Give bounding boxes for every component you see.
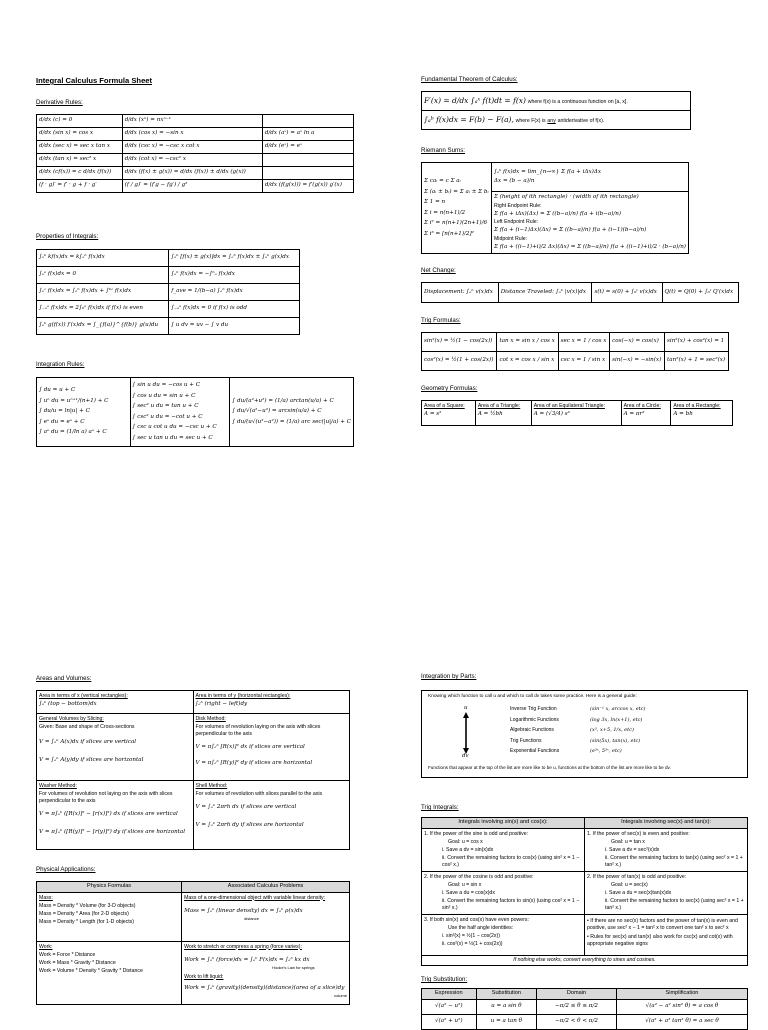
derivative-cell [37,180,123,193]
derivative-formula: d/dx (xⁿ) = nxⁿ⁻¹ [124,117,171,124]
integration-heading: Integration Rules: [36,361,85,368]
work-line: Work = Force * Distance [39,951,96,958]
integration-formula: ∫ csc u cot u du = −csc u + C [132,424,217,431]
slicing-cell: General Volumes by Slicing: Given: Base and shape of Cross-sections V = ∫ₐᵇ A(x)dx if slices are vertical V = ∫ₐᵇ A(y)dy if slices are horizontal [37,714,194,781]
derivative-cell [262,115,353,128]
integration-formula: ∫ du/u = ln|u| + C [39,408,90,415]
area-x-cell: Area in terms of x (vertical rectangles): ∫ₐᵇ (top − bottom)dx [37,691,194,714]
trig-integral-step: i. Save a du = cos(x)dx [442,889,495,896]
net-change-cell [592,283,662,303]
properties-row [37,250,300,267]
sec-tan-notes-cell [585,914,748,955]
geometry-formula: A = s² [424,411,442,418]
trig-sub-col-head: Domain [537,989,617,1000]
properties-cell [37,301,169,318]
mass-line: Mass = Density * Length (for 1-D objects) [39,918,134,925]
integration-col-basic [37,378,131,447]
geometry-cell [621,401,671,426]
derivative-cell [122,141,262,154]
riemann-rule: Σ i = n(n+1)/2 [424,209,466,216]
derivative-formula: d/dx (cos x) = −sin x [124,130,184,137]
properties-formula: ∫ₐᵇ [f(x) ± g(x)]dx = ∫ₐᵇ f(x)dx ± ∫ₐᵇ g(x)dx [171,254,289,261]
trig-row [422,333,729,352]
integration-formula: ∫ du/√(a²−u²) = arcsin(u/a) + C [232,408,322,415]
sec-tan-head: Integrals involving sec(x) and tan(x): [585,818,748,829]
properties-row [37,267,300,284]
ftc-table [421,91,691,130]
properties-formula: ∫ₐᵇ f(x)dx = −∫ᵇₐ f(x)dx [171,271,235,278]
trig-cell [665,352,729,371]
ibp-examples: (sin(5x), tan(x), etc) [590,737,641,744]
trig-integral-step: Goal: u = sec(x) [611,881,648,888]
derivative-table [36,114,354,193]
disk-cell: Disk Method: For volumes of revolution laying on the axis with slices perpendicular to the axis V = π∫ₐᵇ [R(x)]² dx if slices are vertical V = π∫ₐᵇ [R(y)]² dy if slices are horizontal [193,714,350,781]
trig-formula: cot x = cos x / sin x [499,357,555,364]
trig-integral-step: i. Save a dv = sec²(x)dx [605,846,660,853]
trig-sub-value: √(a² + a² tan² θ) = a sec θ [645,1018,719,1025]
geometry-formula: A = πr² [623,411,645,418]
net-change-cell [422,283,499,303]
geometry-cell [671,401,733,426]
derivative-cell [262,128,353,141]
trig-cell [665,333,729,352]
trig-cell [610,333,665,352]
integration-formula: ∫ du = u + C [39,387,76,394]
trig-sub-cell [476,1014,537,1029]
derivative-formula: d/dx (c) = 0 [39,117,73,124]
geometry-formula: A = bh [673,411,693,418]
derivative-row [37,167,354,180]
integration-formula: ∫ sin u du = −cos u + C [132,382,201,388]
ibp-intro: Knowing which function to call u and which to call dv takes some practice. Here is a general guide: [428,694,637,699]
derivative-formula: d/dx (sin x) = cos x [39,130,94,137]
ibp-row [510,736,645,747]
trig-sub-cell [422,999,477,1014]
ftc-eq1-note: where f(x) is a continuous function on [a, x]. [527,98,628,105]
riemann-rule: Σ i² = n(n+1)(2n+1)/6 [424,220,488,227]
properties-cell [37,284,169,301]
trig-sub-cell [537,999,617,1014]
derivative-formula: d/dx (f(x) ± g(x)) = d/dx (f(x)) ± d/dx (g(x)) [124,169,246,176]
net-change-cell [498,283,592,303]
mass-line: Mass = Density * Volume (for 3-D objects) [39,902,136,909]
ibp-row [510,746,645,757]
derivative-formula: d/dx (sec x) = sec x tan x [39,143,110,150]
ibp-footer: Functions that appear at the top of the list are more like to be u, functions at the bottom of the list are more like to be dv. [428,765,671,770]
derivative-cell [262,154,353,167]
area-y-cell: Area in terms of y (horizontal rectangles): ∫ₐᵇ (right − left)dy [193,691,350,714]
derivative-formula: d/dx (eˣ) = eˣ [264,143,302,150]
derivative-cell [122,180,262,193]
geometry-cell [475,401,531,426]
net-change-table [421,282,739,303]
ibp-examples: (log 3x, ln(x+1), etc) [590,716,643,723]
derivative-cell [262,141,353,154]
properties-cell [169,267,300,284]
properties-formula: ∫ₐᵇ g(f(x)) f′(x)dx = ∫_{f(a)}^{f(b)} g(u)du [39,322,159,329]
trig-formula: cos(−x) = cos(x) [612,338,659,345]
derivative-cell [37,154,123,167]
ibp-row [510,725,645,736]
properties-formula: ∫ₐᵇ kf(x)dx = k∫ₐᵇ f(x)dx [39,254,105,261]
integration-formula: ∫ aᵘ du = (1/ln a) aᵘ + C [39,429,107,436]
riemann-definition: ∫ₐᵇ f(x)dx = lim_{n→∞} Σ f(a + iΔx)Δx Δx = (b − a)/n [491,163,688,192]
ibp-examples: (x³, x+5, 1/x, etc) [590,727,634,734]
ftc-heading: Fundamental Theorem of Calculus: [421,76,518,83]
geometry-label: Area of a Square: [424,403,465,410]
cos-odd-cell: 2. If the power of the cosine is odd and positive: Goal: u = sin x i. Save a du = cos(x)dx ii. Convert the remaining factors to sin(x) (using cos² x = 1 − sin² x.) [422,871,585,914]
derivative-cell [37,115,123,128]
derivative-heading: Derivative Rules: [36,99,83,106]
shell-cell: Shell Method: For volumes of revolution with slices parallel to the axis V = ∫ₐᵇ 2πrh dx if slices are vertical V = ∫ₐᵇ 2πrh dy if slices are horizontal [193,781,350,850]
ibp-u-label: u [464,705,468,711]
sec-tan-note: • Rules for sec(x) and tan(x) also work for csc(x) and cot(x) with appropriate negative signs [587,933,733,947]
trig-sub-value: √(a² − u²) [434,1003,463,1010]
trig-sub-col-head: Simplification [616,989,747,1000]
geometry-cell [422,401,476,426]
trig-integral-step: i. Save a du = sec(x)tan(x)dx [605,889,672,896]
ibp-row [510,715,645,726]
ibp-function-type: Algebraic Functions [510,727,554,734]
derivative-cell [37,141,123,154]
derivative-cell [122,167,262,180]
derivative-cell [122,154,262,167]
net-change-cell [662,283,738,303]
properties-cell [169,301,300,318]
riemann-rule: Σ caᵢ = c Σ aᵢ [424,177,461,184]
geometry-cell [531,401,621,426]
riemann-rule: Σ (aᵢ ± bᵢ) = Σ aᵢ ± Σ bᵢ [424,188,489,195]
trig-sub-col-head: Expression [422,989,477,1000]
ftc-eq1: F′(x) = d/dx ∫ₐˣ f(t)dt = f(x) [424,95,526,105]
properties-formula: ∫ₐᶜ f(x)dx = ∫ₐᵇ f(x)dx + ∫ᵇᶜ f(x)dx [39,288,132,295]
derivative-formula: d/dx (aˣ) = aˣ ln a [264,130,315,137]
trig-sub-col-head: Substitution [476,989,537,1000]
areas-table [36,690,350,850]
derivative-row [37,141,354,154]
derivative-cell [262,167,353,180]
trig-integral-step: i. sin²(x) = ½(1 − cos(2x)) [442,932,500,939]
work-problem-cell: Work to stretch or compress a spring (force varies): Work = ∫ₐᵇ (force)dx = ∫ₐᵇ F(x)dx = ∫ₐᵇ kx dx Hooke's Law for springs Work to lift liquid: Work = ∫ₐᵇ (gravity)(density)(distance)(area of a slice)dy volume [182,941,350,1004]
net-change-formula: s(t) = s(0) + ∫₀ᵗ v(x)dx [594,288,657,295]
ibp-examples: (e³ˣ, 5³ˣ, etc) [590,748,622,755]
left-bottom-column [36,675,350,1005]
trig-row [422,352,729,371]
trig-sub-value: √(a² − a² sin² θ) = a cos θ [645,1003,719,1010]
integration-formula: ∫ csc² u du = −cot u + C [132,413,203,420]
trig-integral-step: Use the half angle identities: [448,924,514,931]
integration-col-inverse [230,378,354,447]
derivative-formula: d/dx (tan x) = sec² x [39,156,97,163]
trig-cell [422,352,497,371]
right-bottom-column [421,673,748,1030]
riemann-rule: Σ 1 = n [424,199,446,206]
integration-formula: ∫ du/(u√(u²−a²)) = (1/a) arc sec(|u|/a) + C [232,418,351,425]
calculus-col-head: Associated Calculus Problems [182,882,350,893]
trig-sub-value: u = a tan θ [490,1018,522,1025]
properties-heading: Properties of Integrals: [36,233,99,240]
trig-sub-value: −π/2 ≤ θ ≤ π/2 [555,1003,598,1010]
trig-cell [610,352,665,371]
geometry-formula: A = (√3/4) s² [533,411,570,418]
riemann-table [421,162,689,254]
work-line: Work = Mass * Gravity * Distance [39,959,116,966]
trig-formula: tan²(x) + 1 = sec²(x) [667,357,726,364]
properties-table [36,249,300,335]
derivative-formula: (f / g)′ = (f′g − fg′) / g² [124,182,188,189]
trig-integral-step: ii. Convert the remaining factors to cos(x) (using sin² x = 1 − cos² x.) [442,854,580,868]
geometry-heading: Geometry Formulas: [421,385,478,393]
net-change-formula: Displacement: ∫ₐᵇ v(x)dx [424,288,493,295]
trig-formulas-table [421,332,729,371]
derivative-formula: (f · g)′ = f′ · g + f · g′ [39,182,97,189]
geometry-label: Area of an Equilateral Triangle: [533,403,605,410]
washer-cell: Washer Method: For volumes of revolution not laying on the axis with slices perpendicular to the axis V = π∫ₐᵇ ([R(x)]² − [r(x)]²) dx if slices are vertical V = π∫ₐᵇ ([R(y)]² − [r(y)]²) dy if slices are horizontal [37,781,194,850]
properties-row [37,301,300,318]
integration-formula: ∫ eᵘ du = eᵘ + C [39,418,85,425]
ftc-eq2: ∫ₐᵇ f(x)dx = F(b) − F(a), [424,114,514,124]
derivative-cell [122,115,262,128]
derivative-formula: d/dx (csc x) = −csc x cot x [124,143,200,150]
sheet-title: Integral Calculus Formula Sheet [36,76,153,85]
trig-sub-cell [476,999,537,1014]
ibp-box [421,690,748,778]
even-powers-cell: 3. If both sin(x) and cos(x) have even powers: Use the half angle identities: i. sin²(x) = ½(1 − cos(2x)) ii. cos²(x) = ½(1 + cos(2x)) [422,914,585,955]
trig-formula: sin(−x) = −sin(x) [612,357,662,364]
geometry-label: Area of a Rectangle: [673,403,721,410]
trig-formula: sec x = 1 / cos x [560,338,607,345]
right-top-column [421,76,733,426]
work-formulas-cell: Work: Work = Force * Distance Work = Mass * Gravity * Distance Work = Volume * Density * Gravity * Distance [37,941,182,1004]
ibp-arrow-icon [462,712,470,754]
trig-sub-cell [422,1014,477,1029]
left-top-column [36,76,354,447]
ibp-function-type: Logarithmic Functions [510,716,559,723]
riemann-sums-rules [422,163,492,254]
trig-integral-step: ii. cos²(x) = ½(1 + cos(2x)) [442,940,503,947]
trig-formula: tan x = sin x / cos x [499,338,555,345]
trig-cell [422,333,497,352]
derivative-cell [37,167,123,180]
properties-formula: ∫₋ₐᵃ f(x)dx = 0 if f(x) is odd [171,305,247,312]
geometry-label: Area of a Circle: [623,403,661,410]
ibp-dv-label: dv [462,753,469,759]
sin-cos-head: Integrals involving sin(x) and cos(x): [422,818,585,829]
properties-formula: ∫₋ₐᵃ f(x)dx = 2∫₀ᵃ f(x)dx if f(x) is even [39,305,143,312]
trig-sub-row [422,999,748,1014]
properties-cell [169,250,300,267]
integration-col-trig [130,378,230,447]
properties-formula: ∫ₐᵃ f(x)dx = 0 [39,271,77,278]
trig-cell [497,333,558,352]
trig-integrals-heading: Trig Integrals: [421,804,459,811]
trig-formula: cos²(x) = ½(1 + cos(2x)) [424,357,494,364]
riemann-heading: Riemann Sums: [421,147,466,154]
trig-sub-cell [616,1014,747,1029]
properties-formula: f_ave = 1/(b−a) ∫ₐᵇ f(x)dx [171,288,243,295]
trig-formula: sin²(x) = ½(1 − cos(2x)) [424,338,493,345]
geometry-formula: A = ½bh [477,411,503,418]
trig-integral-step: ii. Convert the remaining factors to sec(x) (using sec² x = 1 + tan² x.) [605,897,744,911]
trig-integral-step: ii. Convert the remaining factors to sin(x) (using cos² x = 1 − sin² x.) [442,897,580,911]
properties-row [37,318,300,335]
ibp-heading: Integration by Parts: [421,673,477,680]
net-change-formula: Distance Traveled: ∫ₐᵇ |v(x)|dx [500,288,587,295]
sin-odd-cell: 1. If the power of the sine is odd and positive: Goal: u = cos x i. Save a dv = sin(x)dx ii. Convert the remaining factors to cos(x) (using sin² x = 1 − cos² x.) [422,828,585,871]
integration-formula: ∫ du/(a²+u²) = (1/a) arctan(u/a) + C [232,397,334,404]
derivative-row [37,154,354,167]
geometry-label: Area of a Triangle: [477,403,521,410]
derivative-cell [37,128,123,141]
properties-row [37,284,300,301]
trig-cell [558,352,610,371]
trig-integral-step: Goal: u = tan x [611,838,645,845]
trig-integral-step: Goal: u = sin x [448,881,482,888]
mass-problem-cell: Mass of a one-dimensional object with variable linear density: Mass = ∫ₐᵇ (linear density) dx = ∫ₐᵇ ρ(x)dx distance [182,892,350,941]
trig-sub-row [422,1014,748,1029]
physics-col-head: Physics Formulas [37,882,182,893]
net-change-heading: Net Change: [421,267,456,275]
trig-sub-value: √(a² + u²) [434,1018,463,1025]
integration-formula: ∫ cos u du = sin u + C [132,392,196,399]
integration-formula: ∫ sec² u du = tan u + C [132,403,199,410]
integration-formula: ∫ sec u tan u du = sec u + C [132,434,213,441]
properties-cell [169,318,300,335]
derivative-formula: d/dx (f(g(x))) = f′(g(x)) g′(x) [264,182,342,189]
derivative-cell [262,180,353,193]
trig-sub-heading: Trig Substitution: [421,976,468,984]
trig-integral-step: ii. Convert the remaining factors to tan(x) (using sec² x = 1 + tan² x.) [605,854,743,868]
trig-cell [558,333,610,352]
trig-sub-value: −π/2 < θ < π/2 [555,1018,598,1025]
derivative-row [37,115,354,128]
trig-formula: csc x = 1 / sin x [560,357,606,364]
sec-tan-note: • If there are no sec(x) factors and the power of tan(x) is even and positive, use sec² x − 1 = tan² x to convert one tan² x to sec² x [587,917,738,931]
integration-table [36,377,354,447]
trig-cell [497,352,558,371]
ibp-row [510,704,645,715]
ibp-function-type: Exponential Functions [510,748,560,755]
ftc-eq2-note-pre: where F(x) is [515,117,546,124]
trig-sub-value: u = a sin θ [491,1003,522,1010]
derivative-row [37,128,354,141]
properties-cell [169,284,300,301]
ibp-liate-list [510,704,645,757]
tan-odd-cell: 2. If the power of tan(x) is odd and positive: Goal: u = sec(x) i. Save a du = sec(x)tan(x)dx ii. Convert the remaining factors to sec(x) (using sec² x = 1 + tan² x.) [585,871,748,914]
properties-cell [37,318,169,335]
work-line: Work = Volume * Density * Gravity * Distance [39,967,143,974]
net-change-formula: Q(t) = Q(0) + ∫₀ᵗ Q′(x)dx [664,288,734,295]
derivative-cell [122,128,262,141]
mass-formulas-cell: Mass: Mass = Density * Volume (for 3-D objects) Mass = Density * Area (for 2-D objects) Mass = Density * Length (for 1-D objects) [37,892,182,941]
physical-table [36,881,350,1005]
trig-integrals-table [421,817,748,966]
derivative-row [37,180,354,193]
mass-line: Mass = Density * Area (for 2-D objects) [39,910,129,917]
properties-cell [37,267,169,284]
trig-integral-step: i. Save a dv = sin(x)dx [442,846,494,853]
properties-formula: ∫ u dv = uv − ∫ v du [171,322,229,329]
derivative-formula: d/dx (cf(x)) = c d/dx (f(x)) [39,169,112,176]
trig-formulas-heading: Trig Formulas: [421,317,461,325]
ftc-eq2-note-any: any [547,117,556,124]
ibp-examples: (sin⁻¹ x, arccos x, etc) [590,706,646,713]
areas-heading: Areas and Volumes: [36,675,92,682]
physical-heading: Physical Applications: [36,866,96,873]
ftc-eq2-note-post: antiderivative of f(x). [557,117,605,124]
derivative-formula: d/dx (cot x) = −csc² x [124,156,186,163]
properties-cell [37,250,169,267]
trig-formula: sin²(x) + cos²(x) = 1 [667,338,725,345]
riemann-rule: Σ i³ = [n(n+1)/2]² [424,230,474,237]
riemann-endpoint-rules: Σ (height of ith rectangle) · (width of ith rectangle) Right Endpoint Rule: Σ f(a + iΔx)(Δx) = Σ ((b−a)/n) f(a + i(b−a)/n) Left Endpoint Rule: Σ f(a + (i−1)Δx)(Δx) = Σ ((b−a)/n) f(a + (i−1)(b−a)/n) Midpoint Rule: Σ f(a + ((i−1)+i)/2 Δx)(Δx) = Σ ((b−a)/n) f(a + ((i−1)+i)/2 · (b−a)/n) [491,192,688,254]
sec-even-cell: 1. If the power of sec(x) is even and positive: Goal: u = tan x i. Save a dv = sec²(x)dx ii. Convert the remaining factors to tan(x) (using sec² x = 1 + tan² x.) [585,828,748,871]
trig-integral-step: Goal: u = cos x [448,838,483,845]
trig-integrals-footer: If nothing else works, convert everything to sines and cosines. [422,955,748,966]
trig-sub-cell [537,1014,617,1029]
geometry-table [421,400,733,426]
trig-sub-cell [616,999,747,1014]
integration-formula: ∫ uⁿ du = uⁿ⁺¹/(n+1) + C [39,397,109,404]
ibp-function-type: Inverse Trig Function [510,706,557,713]
ibp-function-type: Trig Functions [510,737,542,744]
